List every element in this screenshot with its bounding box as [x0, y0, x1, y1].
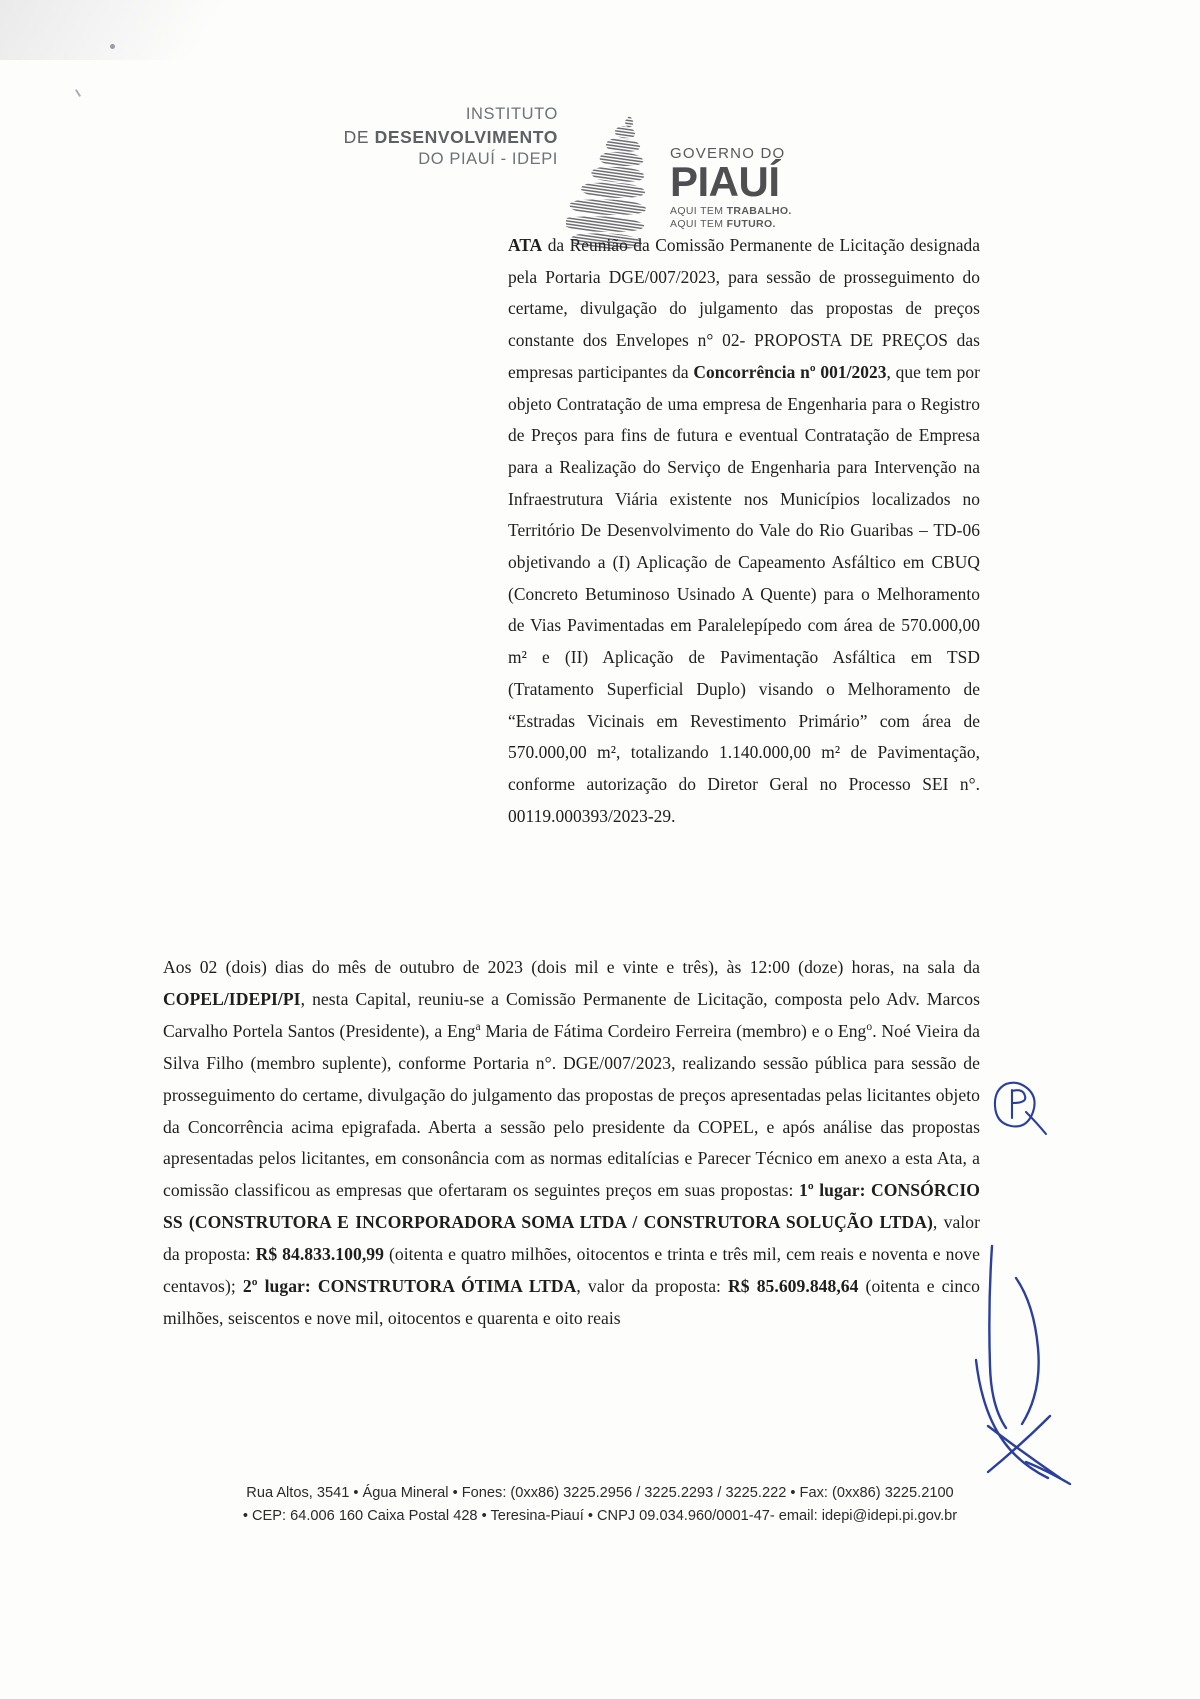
primeiro-lugar-bold: 1º lugar: CONSÓRCIO SS (CONSTRUTORA E INCORPORADORA SOMA LTDA / CONSTRUTORA SOLUÇÃO LTDA): [163, 1180, 980, 1233]
governo-line-2: PIAUÍ: [670, 158, 780, 205]
body-text-5: , valor da proposta:: [163, 1212, 980, 1265]
engenheiro-superscript: o: [866, 1020, 873, 1033]
engenheira-superscript: a: [475, 1020, 481, 1033]
segundo-lugar-bold: 2º lugar: CONSTRUTORA ÓTIMA LTDA: [242, 1276, 577, 1297]
footer-line-1: Rua Altos, 3541 • Água Mineral • Fones: (0xx86) 3225.2956 / 3225.2293 / 3225.222 • Fax: (0xx86) 3225.2100: [246, 1485, 954, 1501]
concorrencia-bold: Concorrência nº 001/2023: [693, 361, 887, 382]
body-text-4: . Noé Vieira da Silva Filho (membro suplente), conforme Portaria n°. DGE/007/2023, realizando sessão pública para sessão de prosseguimento do certame, divulgação do julgamento das propostas de preços apresentadas pelas licitantes objeto da Concorrência acima epigrafada. Aberta a sessão pelo presidente da COPEL, e após análise das propostas apresentadas pelos licitantes, em consonância com as normas editalícias e Parecer Técnico em anexo a esta Ata, a comissão classificou as empresas que ofertaram os seguintes preços em suas propostas:: [163, 1020, 980, 1201]
body-text-1: Aos 02 (dois) dias do mês de outubro de 2023 (dois mil e vinte e três), às 12:00 (doze) horas, na sala da: [163, 957, 980, 977]
document-footer: [0, 1482, 1200, 1528]
idepi-line-2: [330, 126, 558, 149]
governo-logo-text: [670, 146, 810, 232]
ata-lead-bold: ATA: [508, 235, 543, 255]
idepi-line-2-bold: DESENVOLVIMENTO: [374, 126, 558, 147]
ata-body-paragraph: [163, 952, 980, 1335]
scan-smudge: [0, 0, 330, 60]
signature-initials-mark: [986, 1072, 1058, 1140]
ata-text-1: da Reunião da Comissão Permanente de Licitação designada pela Portaria DGE/007/2023, para sessão de prosseguimento do certame, divulgação do julgamento das propostas de preços constante dos Envelopes n° 02- PROPOSTA DE PREÇOS das empresas participantes da: [508, 235, 980, 382]
idepi-logo-text: [330, 104, 558, 171]
scan-speck: [110, 44, 115, 49]
idepi-line-3: DO PIAUÍ - IDEPI: [418, 150, 558, 169]
tagline-2-lead: AQUI TEM: [670, 218, 727, 231]
governo-line-1: GOVERNO DO: [670, 145, 786, 162]
body-text-6: (oitenta e quatro milhões, oitocentos e trinta e três mil, cem reais e noventa e nove centavos);: [163, 1244, 981, 1297]
body-text-3: Maria de Fátima Cordeiro Ferreira (membro) e o Eng: [480, 1020, 867, 1041]
primeiro-lugar-valor: R$ 84.833.100,99: [255, 1244, 384, 1265]
ata-preamble-paragraph: [508, 230, 980, 832]
idepi-line-1: INSTITUTO: [465, 105, 558, 123]
body-text-7: , valor da proposta:: [576, 1276, 729, 1297]
body-text-8: (oitenta e cinco milhões, seiscentos e nove mil, oitocentos e quarenta e oito reais: [163, 1276, 980, 1328]
body-text-2: , nesta Capital, reuniu-se a Comissão Permanente de Licitação, composta pelo Adv. Marcos Carvalho Portela Santos (Presidente), a Eng: [163, 988, 980, 1041]
footer-line-2: • CEP: 64.006 160 Caixa Postal 428 • Teresina-Piauí • CNPJ 09.034.960/0001-47- email: idepi@idepi.pi.gov.br: [242, 1508, 958, 1524]
tagline-2-bold: FUTURO.: [726, 218, 776, 231]
segundo-lugar-valor: R$ 85.609.848,64: [728, 1276, 859, 1297]
copel-idepi-pi-bold: COPEL/IDEPI/PI: [163, 988, 301, 1009]
tagline-1-lead: AQUI TEM: [670, 205, 727, 218]
governo-tagline-1: [670, 205, 810, 218]
document-header: [0, 62, 1200, 231]
tagline-1-bold: TRABALHO.: [726, 205, 792, 218]
idepi-line-2-lead: DE: [343, 126, 375, 147]
ata-text-2: , que tem por objeto Contratação de uma empresa de Engenharia para o Registro de Preços para fins de futura e eventual Contratação de Empresa para a Realização do Serviço de Engenharia para Intervenção na Infraestrutura Viária existente nos Municípios localizados no Território De Desenvolvimento do Vale do Rio Guaribas – TD-06 objetivando a (I) Aplicação de Capeamento Asfáltico em CBUQ (Concreto Betuminoso Usinado A Quente) para o Melhoramento de Vias Pavimentadas em Paralelepípedo com área de 570.000,00 m² e (II) Aplicação de Pavimentação Asfáltica em TSD (Tratamento Superficial Duplo) visando o Melhoramento de “Estradas Vicinais em Revestimento Primário” com área de 570.000,00 m², totalizando 1.140.000,00 m² de Pavimentação, conforme autorização do Diretor Geral no Processo SEI n°. 00119.000393/2023-29.: [508, 361, 981, 826]
